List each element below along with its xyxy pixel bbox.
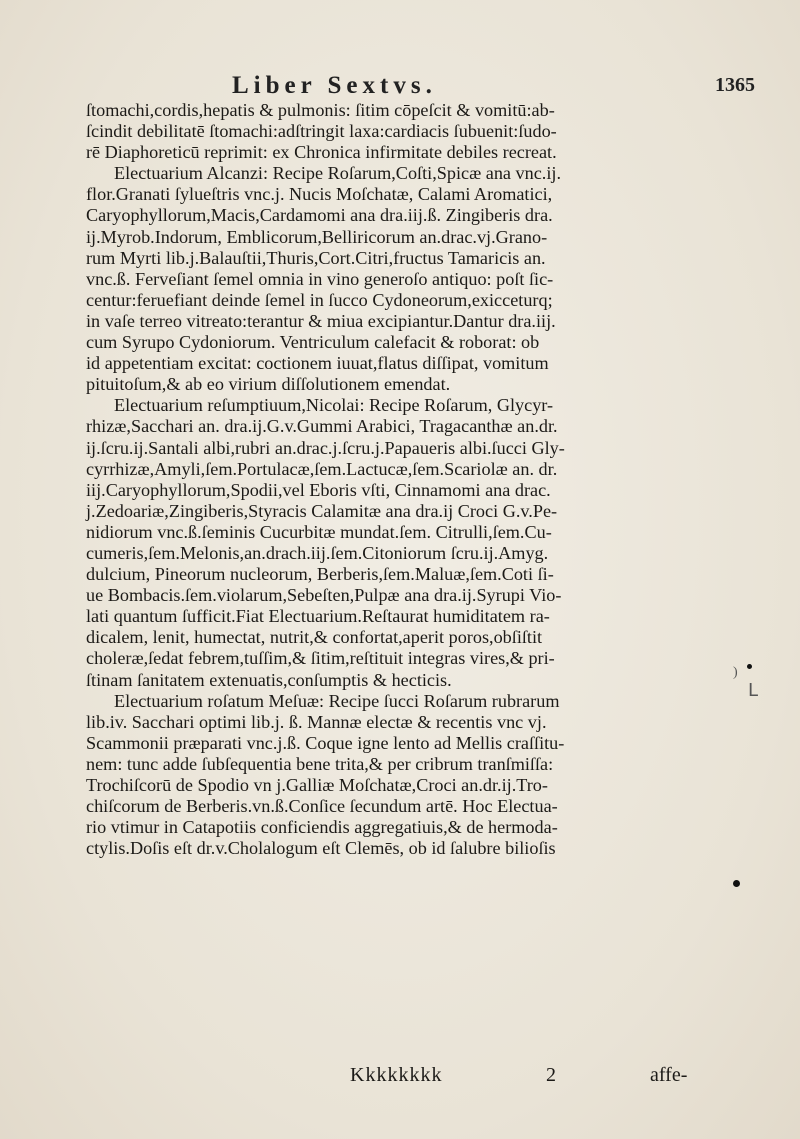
running-title: Liber Sextvs. [232,72,437,99]
text-line: Caryophyllorum,Macis,Cardamomi ana dra.iij.ß. Zingiberis dra. [86,205,553,226]
text-line: ij.ſcru.ij.Santali albi,rubri an.drac.j.ſcru.j.Papaueris albi.ſucci Gly- [86,437,565,458]
text-line: ij.Myrob.Indorum, Emblicorum,Belliricorum an.drac.vj.Grano- [86,226,548,247]
catchword: affe- [650,1064,688,1086]
text-line: rum Myrti lib.j.Balauſtii,Thuris,Cort.Citri,fructus Tamaricis an. [86,247,546,268]
text-line: iij.Caryophyllorum,Spodii,vel Eboris vſti, Cinnamomi ana drac. [86,479,551,500]
signature-mark: Kkkkkkkk [350,1064,443,1086]
text-line: in vaſe terreo vitreato:terantur & miua excipiantur.Dantur dra.iij. [86,310,556,331]
text-line: Electuarium roſatum Meſuæ: Recipe ſucci Roſarum rubrarum [114,690,560,711]
text-line: ctylis.Doſis eſt dr.v.Cholalogum eſt Clemēs, ob id ſalubre bilioſis [86,838,556,859]
text-line: nem: tunc adde ſubſequentia bene trita,& per cribrum tranſmiſſa: [86,753,554,774]
page-header [0,72,800,102]
body-text [86,100,718,859]
margin-hand-mark: ᒪ [748,680,759,700]
text-line: choleræ,ſedat febrem,tuſſim,& ſitim,reſtituit integras vires,& pri- [86,648,555,669]
page-footer [0,1064,800,1092]
text-line: chiſcorum de Berberis.vn.ß.Conſice ſecundum artē. Hoc Electua- [86,796,558,817]
text-line: ue Bombacis.ſem.violarum,Sebeſten,Pulpæ ana dra.ij.Syrupi Vio- [86,585,562,606]
text-line: ſcindit debilitatē ſtomachi:adſtringit laxa:cardiacis ſubuenit:ſudo- [86,121,557,142]
text-line: Electuarium Alcanzi: Recipe Roſarum,Coſti,Spicæ ana vnc.ij. [114,163,561,184]
text-line: rio vtimur in Catapotiis conficiendis aggregatiuis,& de hermoda- [86,817,558,838]
text-line: nidiorum vnc.ß.ſeminis Cucurbitæ mundat.ſem. Citrulli,ſem.Cu- [86,521,552,542]
text-line: cyrrhizæ,Amyli,ſem.Portulacæ,ſem.Lactucæ,ſem.Scariolæ an. dr. [86,458,558,479]
margin-ink-dot [733,880,740,887]
text-line: rhizæ,Sacchari an. dra.ij.G.v.Gummi Arabici, Tragacanthæ an.dr. [86,416,558,437]
margin-bracket-mark: ) [733,665,738,680]
page-number: 1365 [715,74,755,96]
text-line: Scammonii præparati vnc.j.ß. Coque igne lento ad Mellis craſſitu- [86,732,565,753]
signature-number: 2 [546,1064,556,1086]
margin-ink-dot-small [747,664,752,669]
text-line: rē Diaphoreticū reprimit: ex Chronica infirmitate debiles recreat. [86,142,557,163]
text-line: cum Syrupo Cydoniorum. Ventriculum calefacit & roborat: ob [86,332,540,353]
text-line: flor.Granati ſylueſtris vnc.j. Nucis Moſchatæ, Calami Aromatici, [86,184,553,205]
text-line: vnc.ß. Ferveſiant ſemel omnia in vino generoſo antiquo: poſt ſic- [86,268,554,289]
text-line: ſtinam ſanitatem extenuatis,conſumptis & hecticis. [86,669,452,690]
text-line: pituitoſum,& ab eo virium diſſolutionem emendat. [86,374,451,395]
text-line: cumeris,ſem.Melonis,an.drach.iij.ſem.Citoniorum ſcru.ij.Amyg. [86,542,549,563]
text-line: Trochiſcorū de Spodio vn j.Galliæ Moſchatæ,Croci an.dr.ij.Tro- [86,775,548,795]
text-line: lati quantum ſufficit.Fiat Electuarium.Reſtaurat humiditatem ra- [86,606,550,627]
text-line: centur:feruefiant deinde ſemel in ſucco Cydoneorum,exicceturq; [86,289,553,310]
text-line: ſtomachi,cordis,hepatis & pulmonis: ſitim cōpeſcit & vomitū:ab- [86,100,555,120]
text-line: id appetentiam excitat: coctionem iuuat,flatus diſſipat, vomitum [86,353,549,374]
text-line: lib.iv. Sacchari optimi lib.j. ß. Mannæ electæ & recentis vnc vj. [86,711,547,732]
text-line: Electuarium reſumptiuum,Nicolai: Recipe Roſarum, Glycyr- [114,395,554,416]
text-line: dulcium, Pineorum nucleorum, Berberis,ſem.Maluæ,ſem.Coti ſi- [86,564,554,585]
text-line: j.Zedoariæ,Zingiberis,Styracis Calamitæ ana dra.ij Croci G.v.Pe- [86,500,558,521]
text-line: dicalem, lenit, humectat, nutrit,& confortat,aperit poros,obſiſtit [86,627,543,648]
